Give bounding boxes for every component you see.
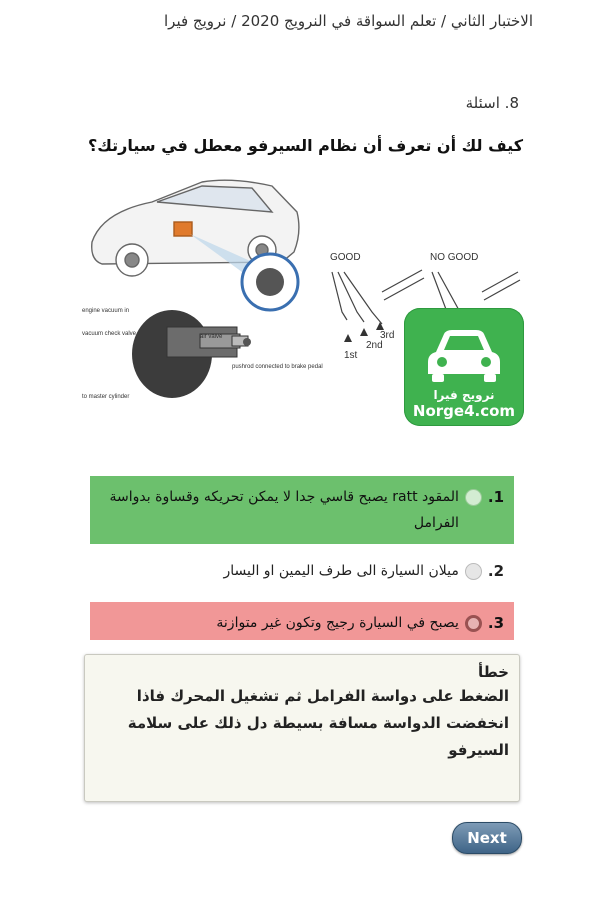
label-2nd: 2nd bbox=[366, 340, 383, 351]
pedal-arrows bbox=[344, 322, 384, 342]
label-air-valve: air valve bbox=[200, 334, 223, 340]
servo-cutaway bbox=[132, 310, 251, 398]
label-1st: 1st bbox=[344, 350, 358, 361]
logo-latin-text: Norge4.com bbox=[412, 402, 516, 420]
option-radio[interactable] bbox=[465, 615, 482, 632]
label-master-cylinder: to master cylinder bbox=[82, 394, 130, 400]
label-vacuum-check: vacuum check valve bbox=[82, 331, 137, 337]
label-no-good: NO GOOD bbox=[430, 252, 479, 263]
car-icon bbox=[424, 324, 504, 384]
answer-option-1[interactable] bbox=[90, 476, 514, 544]
answer-option-3[interactable] bbox=[90, 602, 514, 640]
site-logo bbox=[404, 308, 524, 426]
option-text: يصبح في السيارة رجيج وتكون غير متوازنة bbox=[216, 615, 459, 631]
answer-option-2[interactable] bbox=[90, 550, 514, 594]
option-number: 2. bbox=[487, 562, 504, 580]
label-good: GOOD bbox=[330, 252, 361, 263]
option-text: المقود ratt يصبح قاسي جدا لا يمكن تحريكه وقساوة بدواسة الفرامل bbox=[109, 489, 459, 531]
logo-arabic-text: نرويج فيرا bbox=[433, 388, 495, 402]
option-radio[interactable] bbox=[465, 489, 482, 506]
question-text: كيف لك أن تعرف أن نظام السيرفو معطل في سيارتك؟ bbox=[87, 136, 523, 155]
question-number: 8. اسئلة bbox=[465, 94, 519, 112]
option-number: 3. bbox=[487, 614, 504, 632]
label-engine-vacuum: engine vacuum in bbox=[82, 308, 130, 314]
breadcrumb[interactable]: الاختبار الثاني / تعلم السواقة في النرويج 2020 / نرويج فيرا bbox=[164, 12, 533, 30]
feedback-title: خطأ bbox=[477, 663, 509, 681]
feedback-box bbox=[84, 654, 520, 802]
option-text: ميلان السيارة الى طرف اليمين او اليسار bbox=[223, 563, 459, 579]
next-button[interactable]: Next bbox=[452, 822, 522, 854]
answer-options bbox=[90, 476, 514, 640]
option-number: 1. bbox=[487, 488, 504, 506]
option-radio[interactable] bbox=[465, 563, 482, 580]
feedback-body: الضغط على دواسة الفرامل ثم تشغيل المحرك فاذا انخفضت الدواسة مسافة بسيطة دل ذلك على سلامة السيرفو bbox=[127, 687, 509, 759]
label-pushrod: pushrod connected to brake pedal bbox=[232, 364, 323, 370]
label-3rd: 3rd bbox=[380, 330, 395, 341]
